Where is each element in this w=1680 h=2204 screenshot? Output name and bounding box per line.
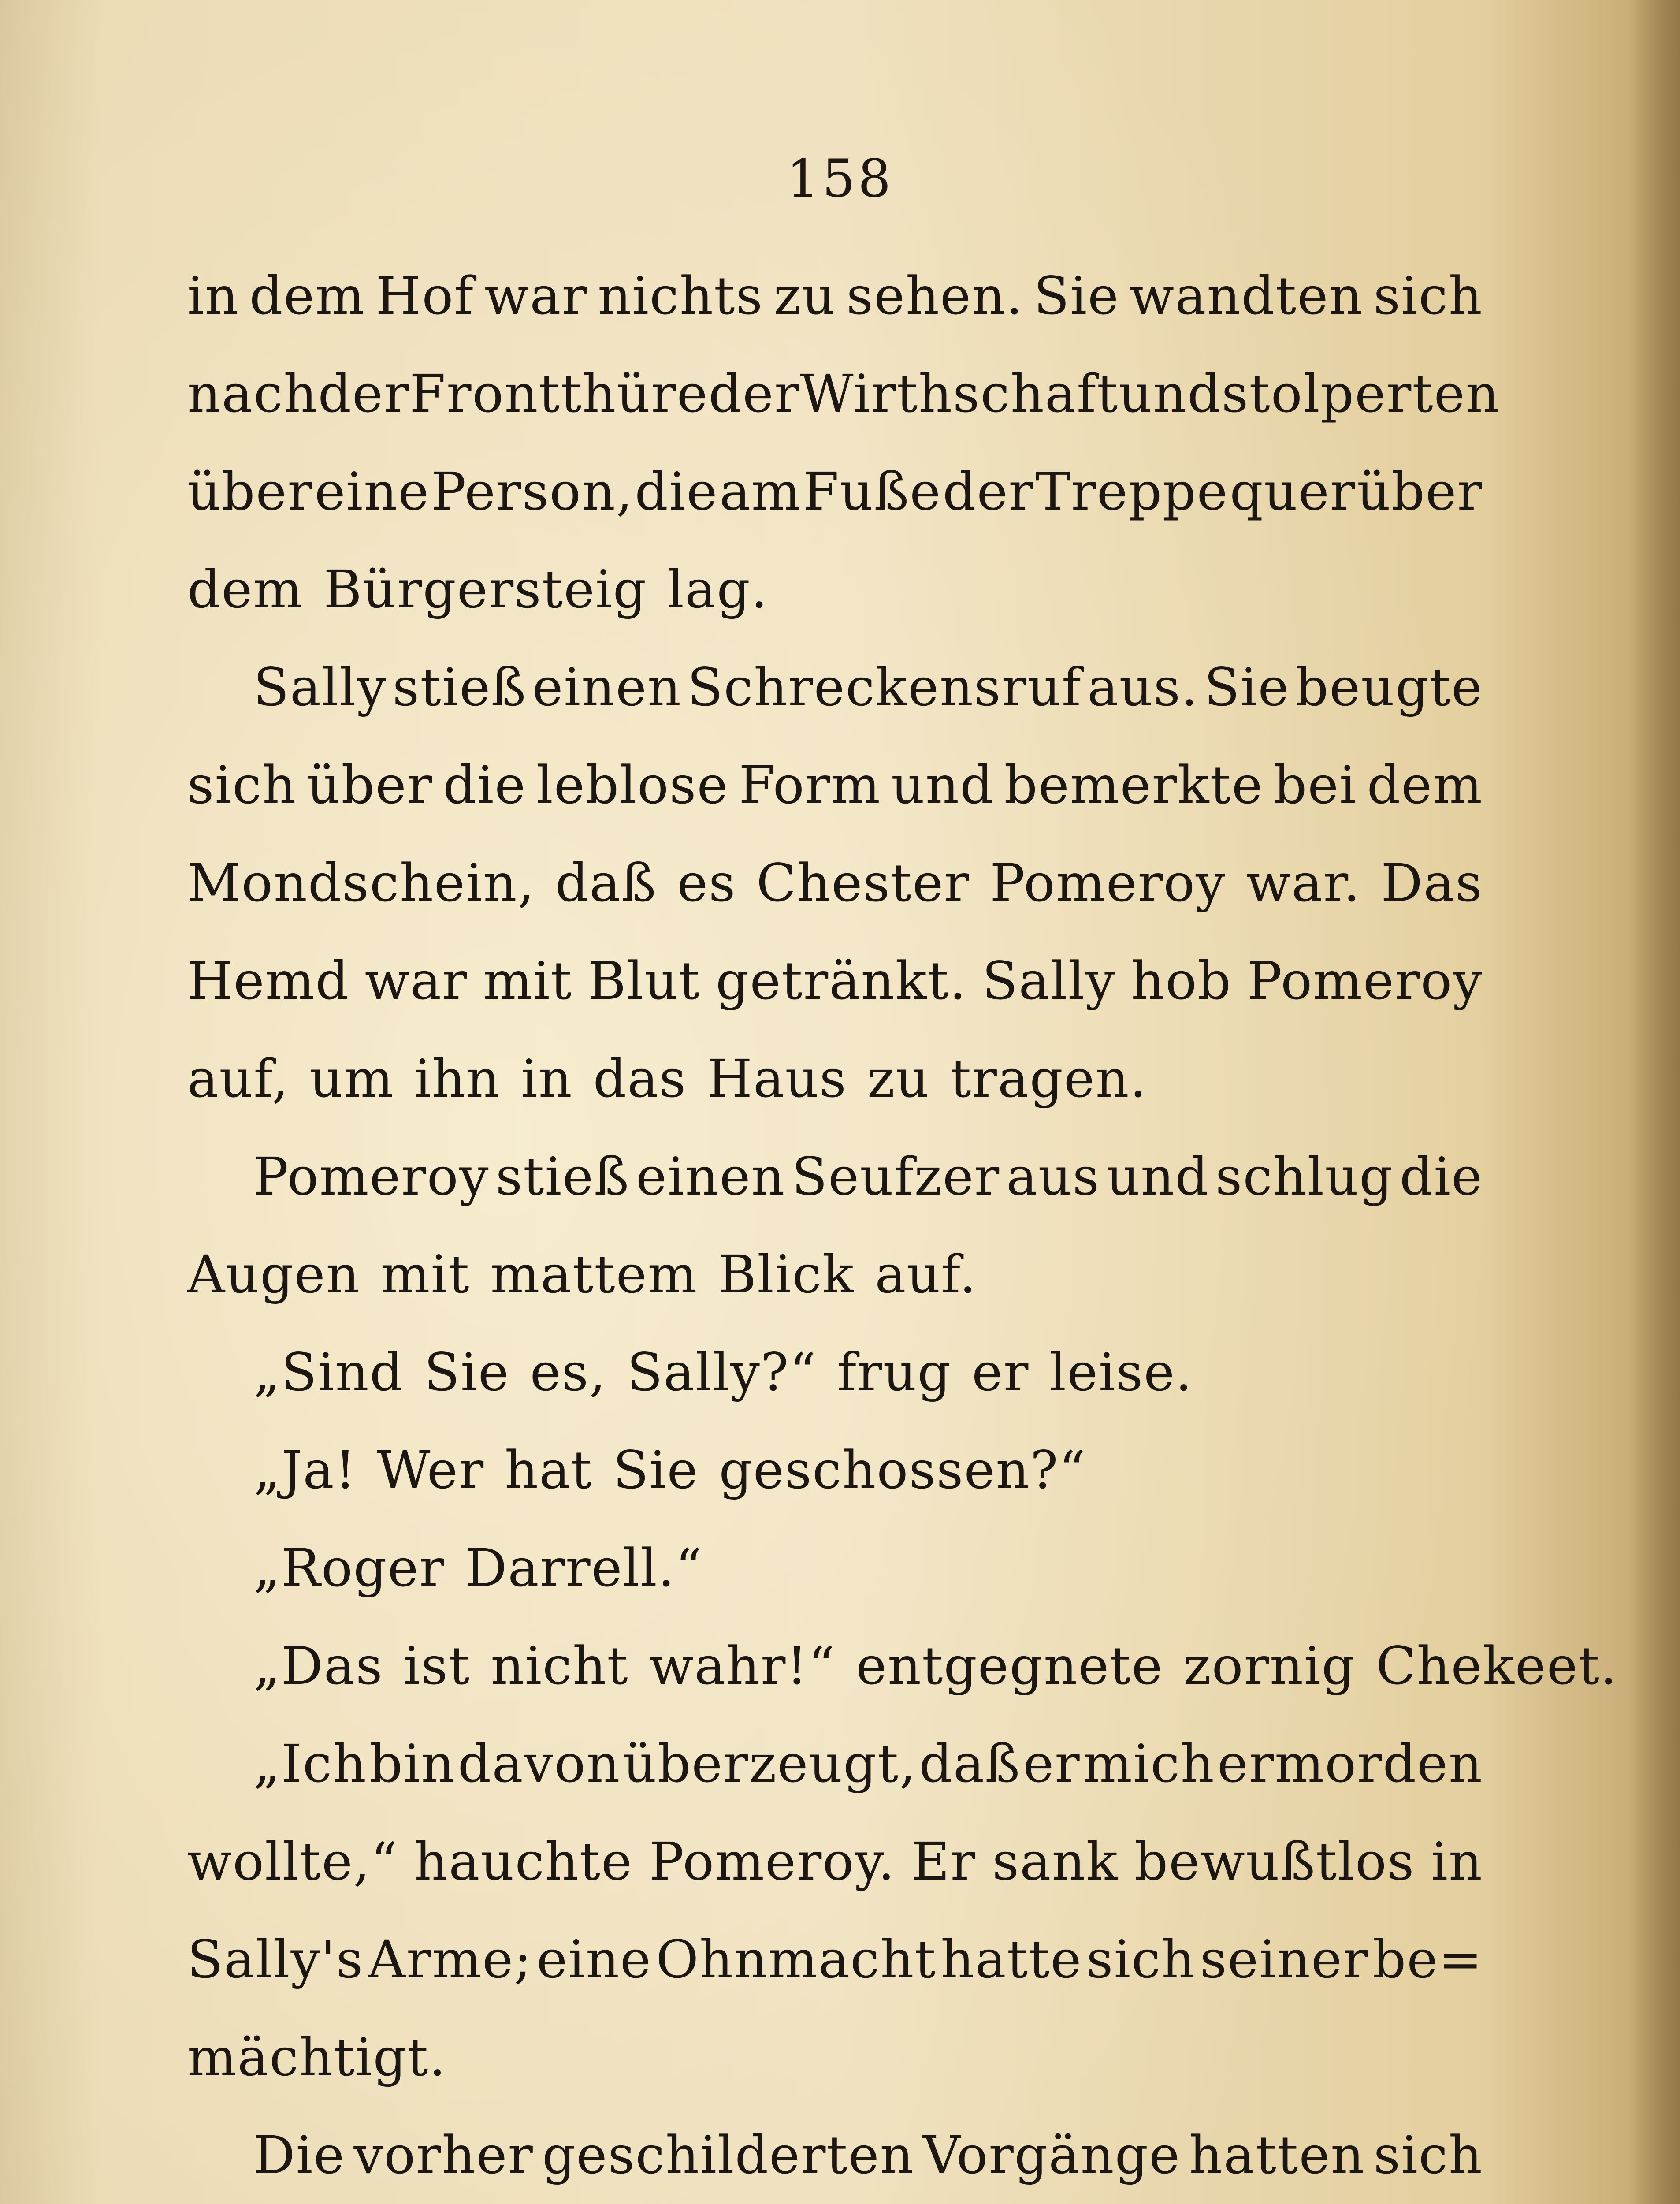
text-line: Hemd war mit Blut getränkt. Sally hob Pomeroy [187, 950, 1483, 1011]
text-line: „Ja! Wer hat Sie geschossen?“ [253, 1440, 1086, 1500]
page-number: 158 [786, 148, 894, 209]
text-line: dem Bürgersteig lag. [187, 559, 769, 620]
text-line: „Roger Darrell.“ [253, 1538, 703, 1598]
text-line: Pomeroy stieß einen Seufzer aus und schlug die [253, 1146, 1483, 1207]
text-line: Sally's Arme; eine Ohnmacht hatte sich seiner be= [187, 1929, 1483, 1990]
text-line: Mondschein, daß es Chester Pomeroy war. Das [187, 853, 1483, 913]
text-line: „Das ist nicht wahr!“ entgegnete zornig Chekeet. [253, 1635, 1618, 1696]
page-edge-shadow [1627, 0, 1680, 2204]
text-line: in dem Hof war nichts zu sehen. Sie wandten sich [187, 265, 1483, 326]
body-text [187, 247, 1618, 2204]
text-line: mächtigt. [187, 2027, 446, 2088]
text-line: über eine Person, die am Fuße der Treppe quer über [187, 461, 1483, 522]
text-line: „Ich bin davon überzeugt, daß er mich ermorden [253, 1733, 1483, 1794]
text-line: Die vorher geschilderten Vorgänge hatten sich [253, 2125, 1483, 2185]
text-line: wollte,“ hauchte Pomeroy. Er sank bewußtlos in [187, 1831, 1483, 1892]
text-line: auf, um ihn in das Haus zu tragen. [187, 1048, 1148, 1109]
text-line: nach der Frontthüre der Wirthschaft und stolperten [187, 363, 1500, 424]
text-line: „Sind Sie es, Sally?“ frug er leise. [253, 1342, 1193, 1403]
text-line: Sally stieß einen Schreckensruf aus. Sie beugte [253, 657, 1483, 718]
text-line: Augen mit mattem Blick auf. [187, 1244, 977, 1305]
text-line: sich über die leblose Form und bemerkte bei dem [187, 755, 1483, 815]
